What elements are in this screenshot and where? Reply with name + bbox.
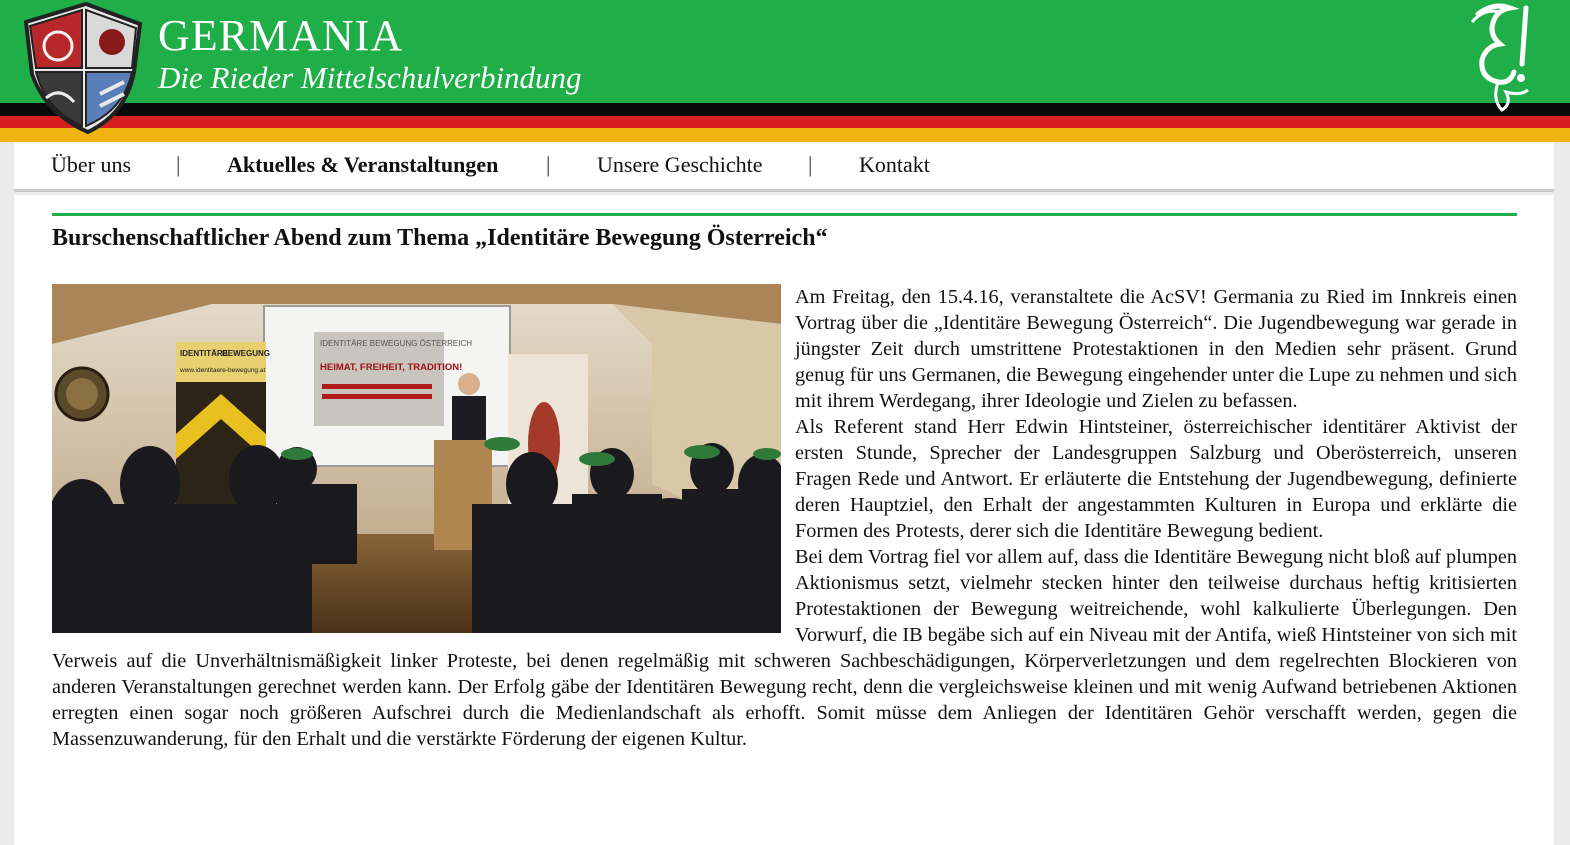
article-body xyxy=(52,284,1517,752)
main-content xyxy=(14,195,1554,845)
article-title: Burschenschaftlicher Abend zum Thema „Identitäre Bewegung Österreich“ xyxy=(52,225,828,251)
event-photo[interactable] xyxy=(52,284,781,633)
main-navigation xyxy=(14,142,1554,192)
article-paragraph: Am Freitag, den 15.4.16, veranstaltete die AcSV! Germania zu Ried im Innkreis einen Vortrag über die „Identitäre Bewegung Österreich“. Die Jugendbewegung war gerade in jüngster Zeit durch umstrittene Protestaktionen in den Medien sehr präsent. Grund genug für uns Germanen, die Bewegung eingehender unter die Lupe zu nehmen und sich mit ihrem Werdegang, ihrer Ideologie und Zielen zu befassen. xyxy=(795,286,1518,412)
flag-stripe-black xyxy=(0,103,1570,116)
site-title[interactable]: GERMANIA xyxy=(158,11,404,60)
screen-text-line2: HEIMAT, FREIHEIT, TRADITION! xyxy=(320,362,463,373)
site-header xyxy=(0,0,1570,142)
article-paragraph: Bei dem Vortrag fiel vor allem auf, dass die Identitäre Bewegung nicht bloß auf plumpen Aktionismus setzt, vielmehr stecken hinter den teilweise durchaus heftig kritisierten Protestaktionen der Bewegung weitreichende, wohl kalkulierte Überlegungen. Den Vorwurf, die IB begäbe sich auf ein Niveau mit der Antifa, wieß Hintsteiner von sich mit Verweis auf die Unverhältnismäßigkeit linker Proteste, bei denen regelmäßig mit schweren Sachbeschädigungen, Körperverletzungen und dem regelrechten Blockieren von anderen Veranstaltungen gerechnet werden kann. Der Erfolg gäbe der Identitären Bewegung recht, denn die vergleichsweise kleinen und mit wenig Aufwand betriebenen Aktionen erregten einen sogar noch größeren Aufschrei durch die Medienlandschaft als erhofft. Somit müsse dem Anliegen der Identitären Gehör verschafft werden, gegen die Massenzuwanderung, für den Erhalt und die verstärkte Förderung der eigenen Kultur. xyxy=(52,546,1517,750)
banner-url: www.identitaere-bewegung.at xyxy=(180,367,266,374)
nav-item-aktuelles[interactable]: Aktuelles & Veranstaltungen xyxy=(227,152,499,177)
title-divider xyxy=(52,213,1517,216)
banner-text-line1: IDENTITÄRE xyxy=(180,349,228,358)
nav-separator: | xyxy=(176,152,181,177)
nav-item-kontakt[interactable]: Kontakt xyxy=(859,152,930,177)
flag-stripe-red xyxy=(0,116,1570,128)
banner-text-line2: BEWEGUNG xyxy=(222,349,270,358)
nav-separator: | xyxy=(546,152,551,177)
monogram-icon xyxy=(1458,0,1540,116)
site-subtitle: Die Rieder Mittelschulverbindung xyxy=(158,60,582,95)
nav-item-ueber-uns[interactable]: Über uns xyxy=(51,152,132,177)
nav-separator: | xyxy=(808,152,813,177)
flag-stripe-gold xyxy=(0,128,1570,142)
crest-icon[interactable] xyxy=(16,2,146,134)
nav-item-geschichte[interactable]: Unsere Geschichte xyxy=(597,152,763,177)
article-paragraph: Als Referent stand Herr Edwin Hintsteiner, österreichischer identitärer Aktivist der ersten Stunde, Sprecher der Landesgruppen Salzburg und Oberösterreich, unseren Fragen Rede und Antwort. Er erläuterte die Entstehung der Jugendbewegung, definierte deren Hauptziel, den Erhalt der angestammten Kulturen in Europa und erklärte die Formen des Protests, derer sich die Identitäre Bewegung bedient. xyxy=(795,416,1517,542)
screen-text-line1: IDENTITÄRE BEWEGUNG ÖSTERREICH xyxy=(320,339,473,348)
